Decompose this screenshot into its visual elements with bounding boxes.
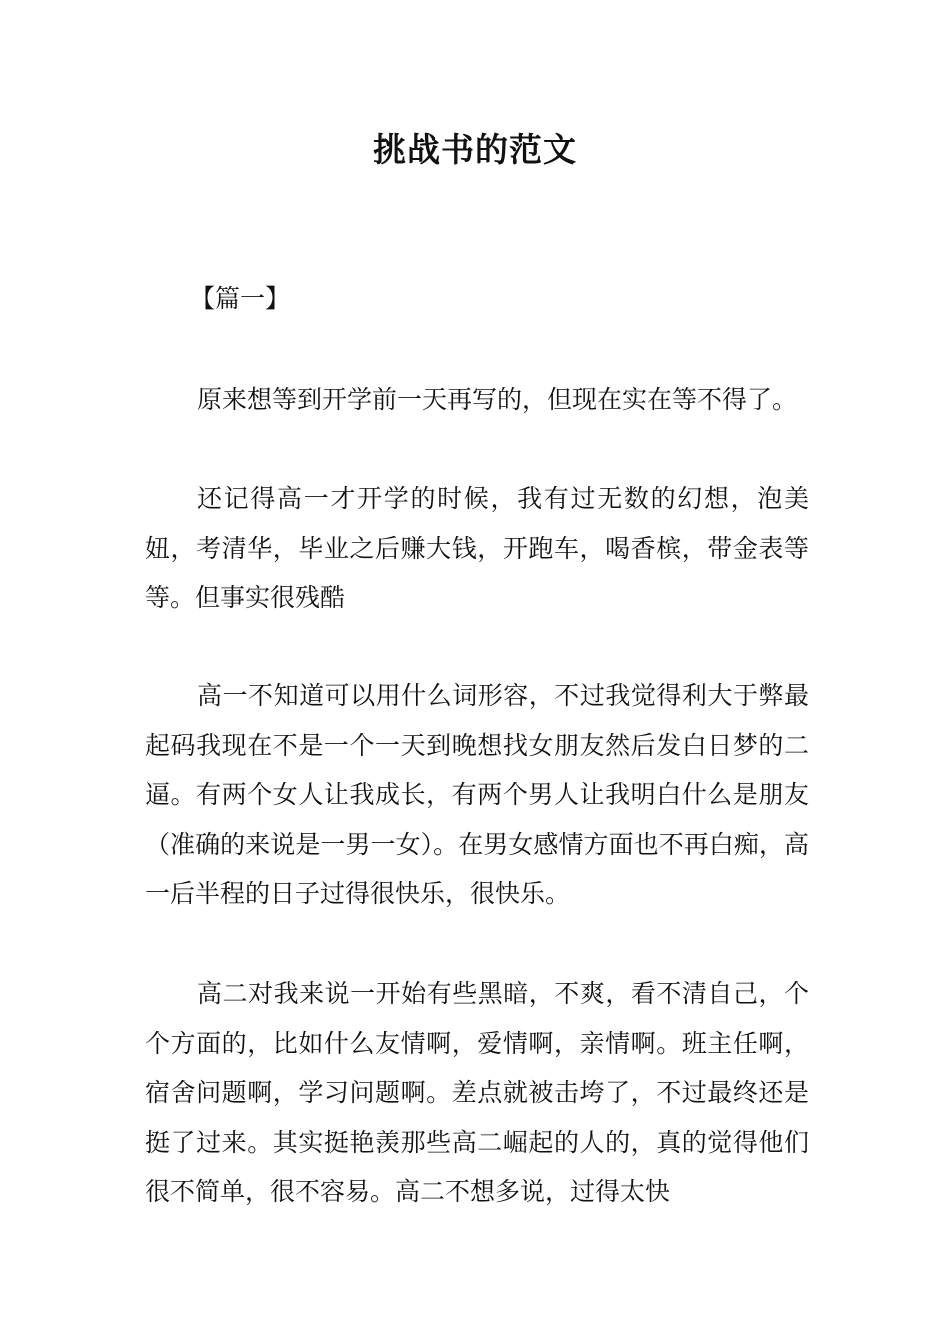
document-title: 挑战书的范文 (373, 130, 577, 169)
paragraph-2: 还记得高一才开学的时候，我有过无数的幻想，泡美妞，考清华，毕业之后赚大钱，开跑车，喝香槟，带金表等等。但事实很残酷 (145, 484, 809, 612)
paragraph-1: 原来想等到开学前一天再写的，但现在实在等不得了。 (197, 385, 798, 414)
paragraph-4: 高二对我来说一开始有些黑暗，不爽，看不清自己，个个方面的，比如什么友情啊，爱情啊，亲情啊。班主任啊，宿舍问题啊，学习问题啊。差点就被击垮了，不过最终还是挺了过来。其实挺艳羡那些高二崛起的人的，真的觉得他们很不简单，很不容易。高二不想多说，过得太快 (145, 979, 809, 1206)
paragraph-3: 高一不知道可以用什么词形容，不过我觉得利大于弊最起码我现在不是一个一天到晚想找女朋友然后发白日梦的二逼。有两个女人让我成长，有两个男人让我明白什么是朋友（准确的来说是一男一女）。在男女感情方面也不再白痴，高一后半程的日子过得很快乐，很快乐。 (145, 681, 809, 908)
section-label: 【篇一】 (190, 284, 291, 313)
